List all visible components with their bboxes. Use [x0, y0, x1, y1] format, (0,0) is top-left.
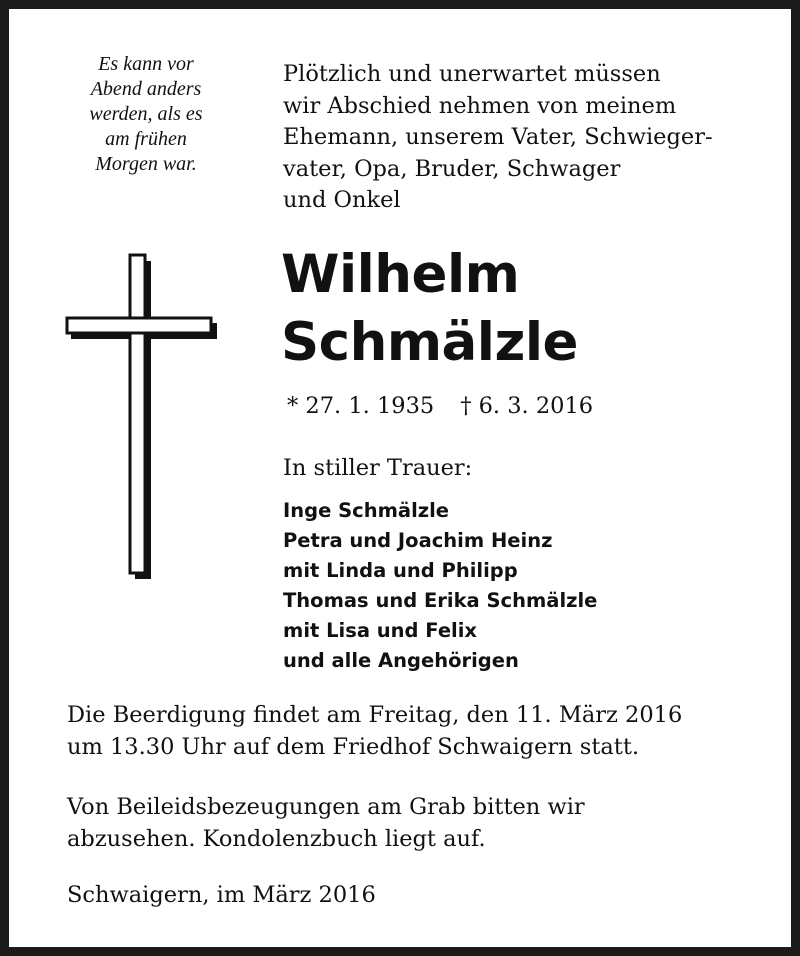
deceased-name [281, 241, 578, 377]
motto-line: Es kann vor [98, 53, 194, 75]
mourner-line: mit Linda und Philipp [283, 559, 518, 582]
condolence-line: Von Beileidsbezeugungen am Grab bitten wir [67, 794, 585, 820]
motto-line: am frühen [105, 128, 187, 150]
mourner-line: und alle Angehörigen [283, 649, 519, 672]
condolence-line: abzusehen. Kondolenzbuch liegt auf. [67, 825, 486, 852]
birth-date: * 27. 1. 1935 [287, 393, 435, 419]
intro-line: Plötzlich und unerwartet müssen [283, 61, 661, 87]
funeral-info [67, 700, 682, 763]
funeral-line: um 13.30 Uhr auf dem Friedhof Schwaigern statt. [67, 733, 640, 760]
intro-text [283, 59, 783, 217]
funeral-line: Die Beerdigung findet am Freitag, den 11. März 2016 [67, 702, 683, 728]
intro-line: vater, Opa, Bruder, Schwager [283, 155, 621, 182]
mourner-line: Thomas und Erika Schmälzle [283, 589, 598, 612]
life-dates [287, 391, 593, 421]
intro-line: und Onkel [283, 187, 401, 213]
mourners-list [283, 496, 597, 676]
condolence-note [67, 792, 585, 855]
mourner-line: Petra und Joachim Heinz [283, 529, 553, 552]
motto-line: werden, als es [89, 103, 203, 125]
place-date: Schwaigern, im März 2016 [67, 882, 376, 908]
deceased-last-name: Schmälzle [281, 312, 578, 373]
deceased-first-name: Wilhelm [281, 244, 520, 305]
mourner-line: mit Lisa und Felix [283, 619, 477, 642]
mourner-line: Inge Schmälzle [283, 499, 450, 522]
mourning-heading: In stiller Trauer: [283, 455, 473, 481]
intro-line: wir Abschied nehmen von meinem [283, 92, 677, 119]
cross-icon [65, 253, 217, 581]
death-date: † 6. 3. 2016 [460, 393, 594, 419]
motto-line: Abend anders [90, 78, 202, 100]
motto [56, 52, 236, 177]
motto-line: Morgen war. [95, 153, 197, 175]
intro-line: Ehemann, unserem Vater, Schwieger- [283, 124, 713, 150]
